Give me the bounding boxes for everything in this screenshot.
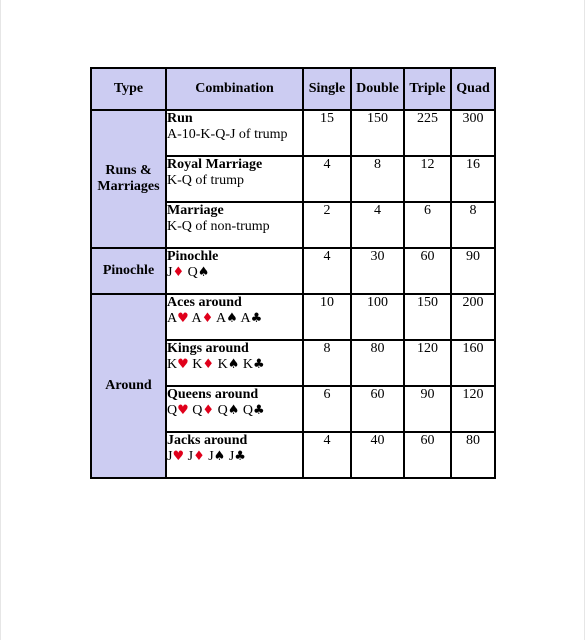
double-value: 8 — [351, 156, 404, 202]
quad-value: 120 — [451, 386, 495, 432]
table-row — [91, 110, 495, 156]
double-value: 60 — [351, 386, 404, 432]
club-icon: ♣ — [252, 357, 265, 372]
triple-value: 60 — [404, 432, 451, 478]
combination-cell — [166, 340, 303, 386]
card-rank: J — [167, 449, 173, 464]
card-list — [167, 403, 302, 419]
spade-icon: ♠ — [197, 265, 210, 280]
card-rank: A — [167, 311, 178, 326]
combination-cell — [166, 248, 303, 294]
combination-cell — [166, 202, 303, 248]
card-list — [167, 265, 302, 281]
single-value: 4 — [303, 248, 351, 294]
single-value: 4 — [303, 156, 351, 202]
combination-desc: K-Q of trump — [167, 173, 244, 188]
double-value: 80 — [351, 340, 404, 386]
single-value: 8 — [303, 340, 351, 386]
combination-name: Kings around — [167, 341, 249, 356]
header-combination: Combination — [166, 68, 303, 110]
quad-value: 8 — [451, 202, 495, 248]
combination-cell — [166, 386, 303, 432]
diamond-icon: ♦ — [201, 311, 214, 326]
card-rank: Q — [242, 403, 253, 418]
header-single: Single — [303, 68, 351, 110]
group-runs-marriages: Runs & Marriages — [91, 110, 166, 248]
quad-value: 16 — [451, 156, 495, 202]
quad-value: 80 — [451, 432, 495, 478]
triple-value: 90 — [404, 386, 451, 432]
combination-desc: K-Q of non-trump — [167, 219, 270, 234]
heart-icon: ♥ — [177, 357, 189, 372]
header-triple: Triple — [404, 68, 451, 110]
combination-name: Queens around — [167, 387, 259, 402]
diamond-icon: ♦ — [172, 265, 185, 280]
combination-cell — [166, 156, 303, 202]
group-pinochle: Pinochle — [91, 248, 166, 294]
single-value: 4 — [303, 432, 351, 478]
spade-icon: ♠ — [226, 311, 238, 326]
combination-name: Marriage — [167, 203, 224, 218]
club-icon: ♣ — [234, 449, 246, 464]
double-value: 4 — [351, 202, 404, 248]
group-around: Around — [91, 294, 166, 478]
quad-value: 200 — [451, 294, 495, 340]
triple-value: 120 — [404, 340, 451, 386]
combination-desc: A-10-K-Q-J of trump — [167, 127, 288, 142]
meld-table — [90, 67, 496, 479]
card-rank: A — [240, 311, 251, 326]
heart-icon: ♥ — [177, 403, 189, 418]
card-list — [167, 357, 302, 373]
card-rank: J — [187, 449, 194, 464]
single-value: 15 — [303, 110, 351, 156]
diamond-icon: ♦ — [202, 357, 215, 372]
header-row — [91, 68, 495, 110]
card-rank: K — [167, 357, 178, 372]
combination-name: Aces around — [167, 295, 242, 310]
quad-value: 300 — [451, 110, 495, 156]
heart-icon: ♥ — [172, 449, 185, 464]
table-row — [91, 248, 495, 294]
card-rank: K — [192, 357, 203, 372]
spade-icon: ♠ — [227, 403, 240, 418]
triple-value: 225 — [404, 110, 451, 156]
header-type: Type — [91, 68, 166, 110]
club-icon: ♣ — [250, 311, 263, 326]
card-rank: J — [167, 265, 173, 280]
spade-icon: ♠ — [213, 449, 226, 464]
spade-icon: ♠ — [227, 357, 240, 372]
single-value: 10 — [303, 294, 351, 340]
card-rank: K — [242, 357, 253, 372]
triple-value: 6 — [404, 202, 451, 248]
double-value: 150 — [351, 110, 404, 156]
combination-name: Royal Marriage — [167, 157, 263, 172]
combination-cell — [166, 110, 303, 156]
triple-value: 12 — [404, 156, 451, 202]
diamond-icon: ♦ — [202, 403, 215, 418]
double-value: 100 — [351, 294, 404, 340]
quad-value: 160 — [451, 340, 495, 386]
card-rank: Q — [217, 403, 228, 418]
club-icon: ♣ — [252, 403, 265, 418]
header-double: Double — [351, 68, 404, 110]
table-row — [91, 294, 495, 340]
combination-name: Pinochle — [167, 249, 219, 264]
card-rank: Q — [192, 403, 203, 418]
combination-name: Run — [167, 111, 193, 126]
combination-name: Jacks around — [167, 433, 248, 448]
triple-value: 60 — [404, 248, 451, 294]
card-rank: A — [216, 311, 227, 326]
single-value: 6 — [303, 386, 351, 432]
combination-cell — [166, 294, 303, 340]
heart-icon: ♥ — [177, 311, 189, 326]
quad-value: 90 — [451, 248, 495, 294]
combination-cell — [166, 432, 303, 478]
triple-value: 150 — [404, 294, 451, 340]
diamond-icon: ♦ — [193, 449, 205, 464]
card-list — [167, 311, 302, 327]
double-value: 30 — [351, 248, 404, 294]
card-rank: J — [228, 449, 235, 464]
card-rank: K — [217, 357, 228, 372]
card-rank: Q — [187, 265, 198, 280]
card-rank: Q — [167, 403, 178, 418]
card-list — [167, 449, 302, 465]
card-rank: A — [191, 311, 202, 326]
double-value: 40 — [351, 432, 404, 478]
header-quad: Quad — [451, 68, 495, 110]
card-rank: J — [208, 449, 214, 464]
single-value: 2 — [303, 202, 351, 248]
